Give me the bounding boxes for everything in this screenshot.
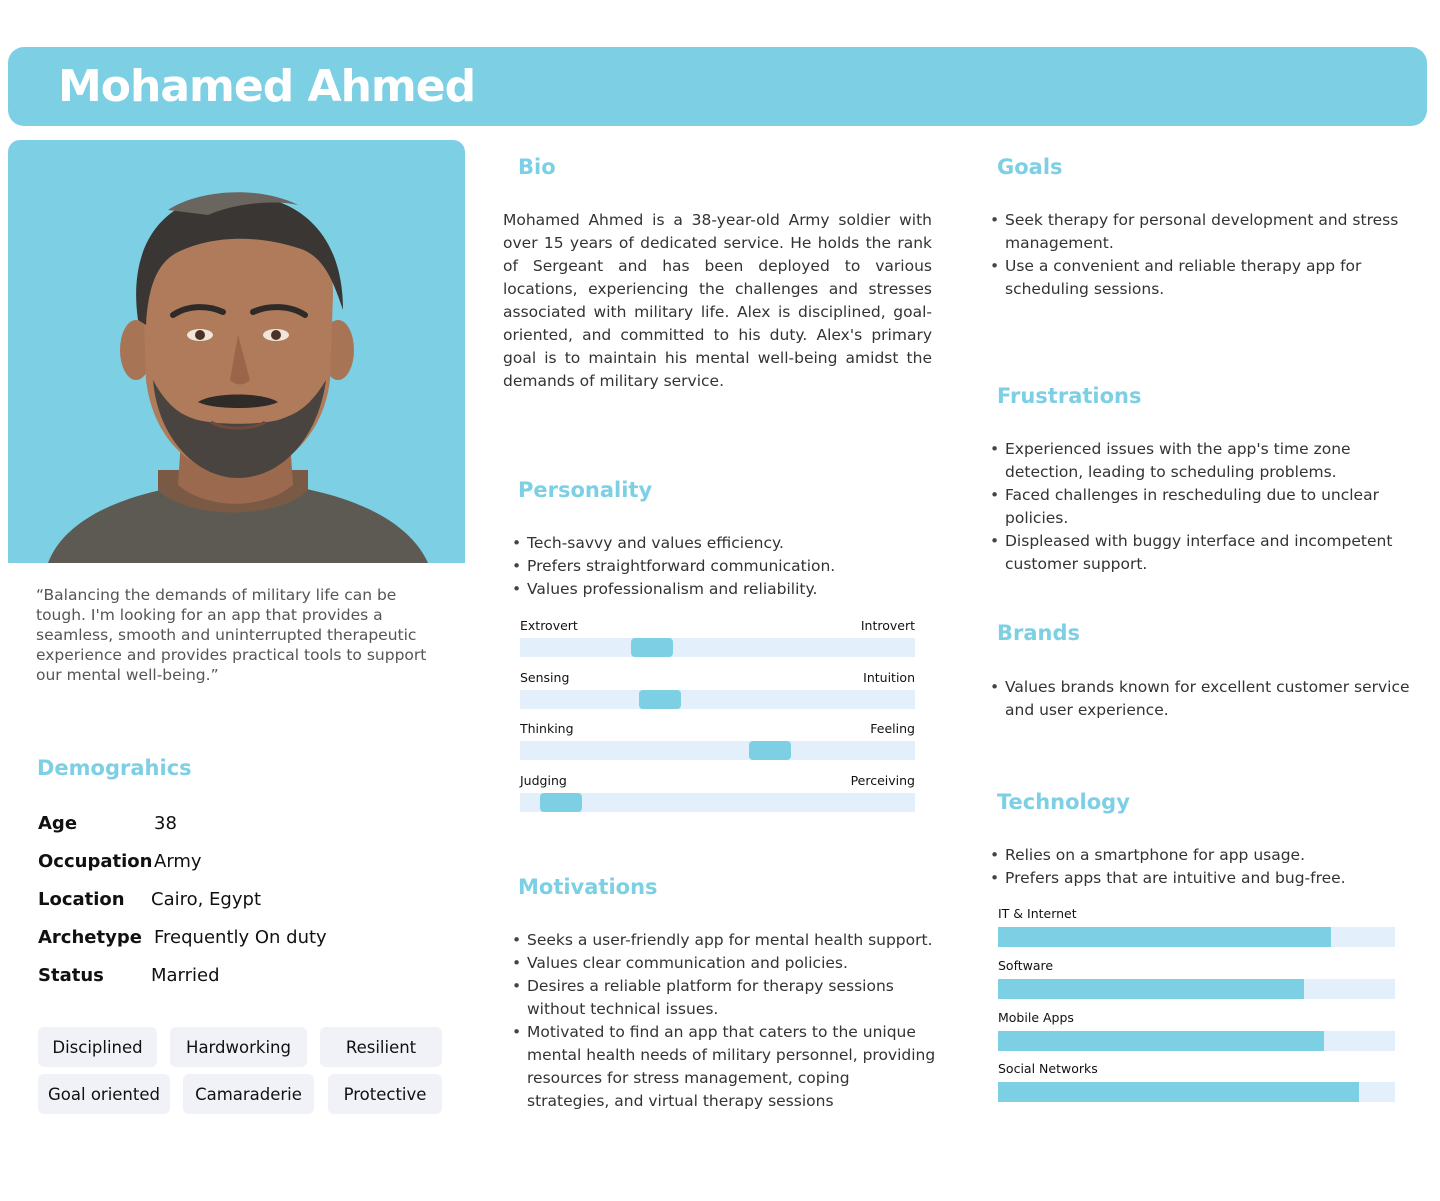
list-item: • Prefers apps that are intuitive and bug-free. <box>990 867 1410 890</box>
skill-label: Social Networks <box>998 1061 1098 1076</box>
scale-right-label: Intuition <box>863 670 915 685</box>
persona-quote: “Balancing the demands of military life can be tough. I'm looking for an app that provides a seamless, smooth and uninterrupted therapeutic experience and provides practical tools to support our mental well-being.” <box>36 586 427 684</box>
technology-title: Technology <box>997 790 1130 814</box>
personality-scale <box>520 721 915 761</box>
header-banner <box>8 47 1427 126</box>
trait-tag: Resilient <box>320 1027 442 1067</box>
personality-scale <box>520 618 915 658</box>
demographics-key: Status <box>38 965 104 986</box>
trait-tag: Disciplined <box>38 1027 157 1067</box>
skill-label: Mobile Apps <box>998 1010 1074 1025</box>
demographics-value: Cairo, Egypt <box>151 889 261 910</box>
tech-skill-bar <box>998 1010 1395 1052</box>
demographics-value: Frequently On duty <box>154 927 327 948</box>
list-item: • Seek therapy for personal development and stress management. <box>990 209 1400 255</box>
frustrations-title: Frustrations <box>997 384 1142 408</box>
personality-scale <box>520 773 915 813</box>
portrait-illustration <box>8 140 465 563</box>
scale-knob <box>540 793 582 812</box>
scale-right-label: Perceiving <box>850 773 915 788</box>
persona-name: Mohamed Ahmed <box>58 61 476 112</box>
demographics-title: Demograhics <box>37 756 192 780</box>
skill-fill <box>998 1082 1359 1102</box>
list-item: • Desires a reliable platform for therapy sessions without technical issues. <box>512 975 936 1021</box>
scale-left-label: Judging <box>520 773 567 788</box>
persona-portrait <box>8 140 465 563</box>
skill-fill <box>998 927 1331 947</box>
scale-left-label: Sensing <box>520 670 570 685</box>
brands-title: Brands <box>997 621 1081 645</box>
trait-tag: Protective <box>328 1074 442 1114</box>
list-item: • Relies on a smartphone for app usage. <box>990 844 1410 867</box>
list-item: • Use a convenient and reliable therapy app for scheduling sessions. <box>990 255 1400 301</box>
list-item: • Values professionalism and reliability. <box>512 578 932 601</box>
demographics-key: Occupation <box>38 851 153 872</box>
scale-track <box>520 638 915 657</box>
trait-tag: Camaraderie <box>183 1074 314 1114</box>
skill-fill <box>998 979 1304 999</box>
list-item: • Values brands known for excellent customer service and user experience. <box>990 676 1410 722</box>
list-item: • Values clear communication and policies. <box>512 952 936 975</box>
tech-skill-bar <box>998 1061 1395 1103</box>
brands-list <box>990 676 1410 722</box>
personality-scale <box>520 670 915 710</box>
list-item: • Faced challenges in rescheduling due to unclear policies. <box>990 484 1402 530</box>
bio-text: Mohamed Ahmed is a 38-year-old Army soldier with over 15 years of dedicated service. He holds the rank of Sergeant and has been deployed to various locations, experiencing the challenges and stresses associated with military life. Alex is disciplined, goal-oriented, and committed to his duty. Alex's primary goal is to maintain his mental well-being amidst the demands of military service. <box>503 211 932 390</box>
demographics-key: Age <box>38 813 78 834</box>
trait-tag: Goal oriented <box>38 1074 170 1114</box>
scale-right-label: Introvert <box>860 618 915 633</box>
trait-tag: Hardworking <box>170 1027 307 1067</box>
list-item: • Motivated to find an app that caters to the unique mental health needs of military personnel, providing resources for stress management, coping strategies, and virtual therapy sessions <box>512 1021 936 1113</box>
skill-track <box>998 1031 1395 1051</box>
skill-track <box>998 1082 1395 1102</box>
skill-track <box>998 979 1395 999</box>
skill-fill <box>998 1031 1324 1051</box>
scale-left-label: Extrovert <box>520 618 578 633</box>
personality-title: Personality <box>518 478 653 502</box>
goals-list <box>990 209 1400 301</box>
tech-skill-bar <box>998 958 1395 1000</box>
scale-track <box>520 793 915 812</box>
list-item: • Prefers straightforward communication. <box>512 555 932 578</box>
personality-list <box>512 532 932 601</box>
scale-knob <box>631 638 673 657</box>
skill-label: IT & Internet <box>998 906 1077 921</box>
list-item: • Displeased with buggy interface and incompetent customer support. <box>990 530 1402 576</box>
list-item: • Experienced issues with the app's time zone detection, leading to scheduling problems. <box>990 438 1402 484</box>
bio-title: Bio <box>518 155 556 179</box>
scale-knob <box>749 741 791 760</box>
scale-right-label: Feeling <box>870 721 915 736</box>
goals-title: Goals <box>997 155 1063 179</box>
skill-label: Software <box>998 958 1054 973</box>
scale-knob <box>639 690 681 709</box>
technology-list <box>990 844 1410 890</box>
scale-left-label: Thinking <box>520 721 574 736</box>
list-item: • Tech-savvy and values efficiency. <box>512 532 932 555</box>
tech-skill-bar <box>998 906 1395 948</box>
demographics-value: Married <box>151 965 220 986</box>
motivations-list <box>512 929 936 1113</box>
demographics-key: Archetype <box>38 927 142 948</box>
demographics-value: 38 <box>154 813 177 834</box>
demographics-key: Location <box>38 889 125 910</box>
motivations-title: Motivations <box>518 875 658 899</box>
scale-track <box>520 690 915 709</box>
frustrations-list <box>990 438 1402 576</box>
demographics-value: Army <box>154 851 202 872</box>
scale-track <box>520 741 915 760</box>
skill-track <box>998 927 1395 947</box>
list-item: • Seeks a user-friendly app for mental health support. <box>512 929 936 952</box>
